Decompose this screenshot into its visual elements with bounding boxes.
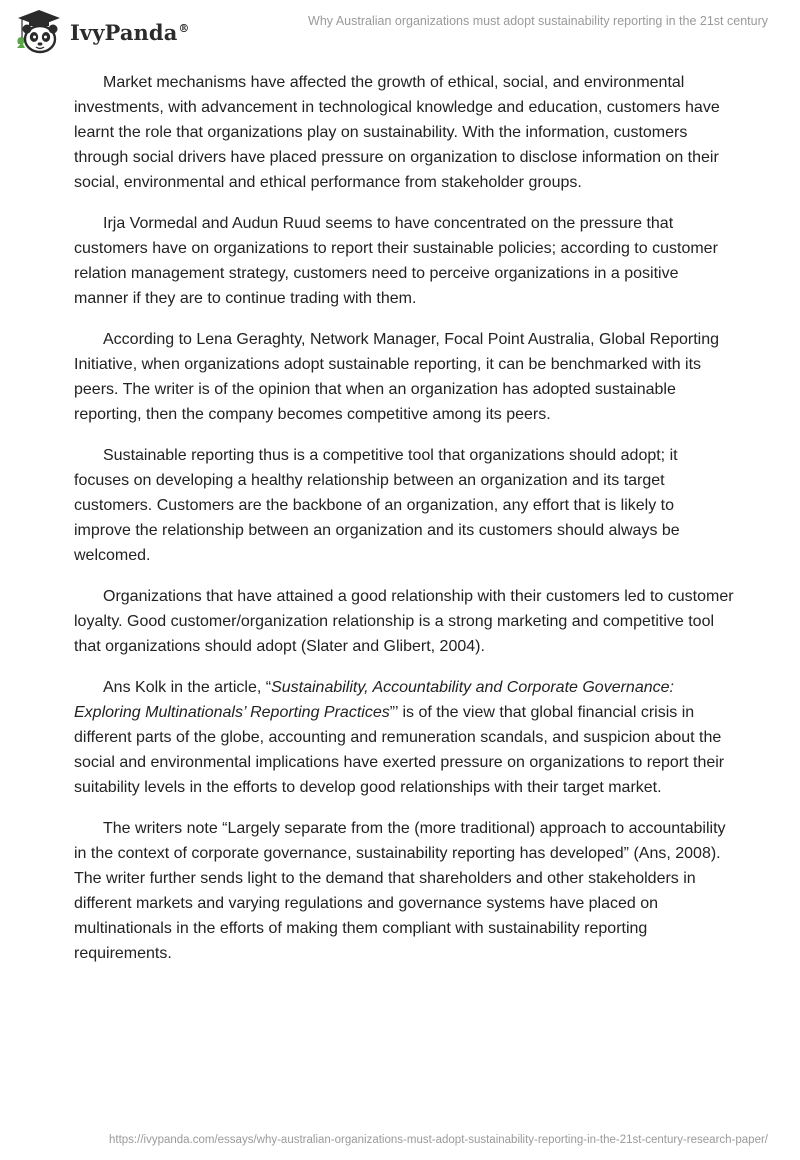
paragraph-rest: ”’ is of the view that global financial crisis in different parts of the globe, accounting and remuneration scandals, and suspicion about the social and environmental implications have exerted pressure on organizations to report their suitability levels in the efforts to develop good relationships with their target market.: [74, 704, 725, 796]
paragraph: The writers note “Largely separate from the (more traditional) approach to accountability in the context of corporate governance, sustainability reporting has developed” (Ans, 2008). The writer further sends light to the demand that shareholders and other stakeholders in different markets and varying regulations and governance systems have placed on multinationals in the efforts of making them compliant with sustainability reporting requirements.: [74, 820, 726, 962]
document-title: Why Australian organizations must adopt sustainability reporting in the 21st century: [308, 14, 768, 28]
paragraph-kolk: [74, 675, 734, 800]
panda-graduate-icon: [14, 8, 64, 54]
paragraph: Market mechanisms have affected the growth of ethical, social, and environmental investments, with advancement in technological knowledge and education, customers have learnt the role that organizations play on sustainability. With the information, customers through social drivers have placed pressure on organization to disclose information on their social, environmental and ethical performance from stakeholder groups.: [74, 74, 720, 191]
source-url[interactable]: https://ivypanda.com/essays/why-australian-organizations-must-adopt-sustainability-reporting-in-the-21st-century-research-paper/: [109, 1134, 768, 1146]
ivypanda-logo[interactable]: [14, 8, 214, 54]
paragraph-lead: Ans Kolk in the article, “: [103, 679, 272, 696]
paragraph: According to Lena Geraghty, Network Manager, Focal Point Australia, Global Reporting Initiative, when organizations adopt sustainable reporting, it can be benchmarked with its peers. The writer is of the opinion that when an organization has adopted sustainable reporting, then the company becomes competitive among its peers.: [74, 331, 720, 423]
page-header: [0, 0, 800, 60]
brand-name: IvyPanda®: [70, 19, 190, 45]
article-title: Sustainability, Accountability and Corporate Governance: Exploring Multinationals’ Reporting Practices: [74, 679, 674, 721]
paragraph: Organizations that have attained a good relationship with their customers led to customer loyalty. Good customer/organization relationship is a strong marketing and competitive tool that organizations should adopt (Slater and Glibert, 2004).: [74, 588, 734, 655]
paragraph: Irja Vormedal and Audun Ruud seems to have concentrated on the pressure that customers have on organizations to report their sustainable policies; according to customer relation management strategy, customers need to perceive organizations in a positive manner if they are to continue trading with them.: [74, 215, 718, 307]
registered-mark: ®: [178, 21, 190, 35]
paragraph: Sustainable reporting thus is a competitive tool that organizations should adopt; it focuses on developing a healthy relationship between an organization and its target customers. Customers are the backbone of an organization, any effort that is likely to improve the relationship between an organization and its customers should always be welcomed.: [74, 447, 680, 564]
essay-body: [74, 70, 734, 982]
